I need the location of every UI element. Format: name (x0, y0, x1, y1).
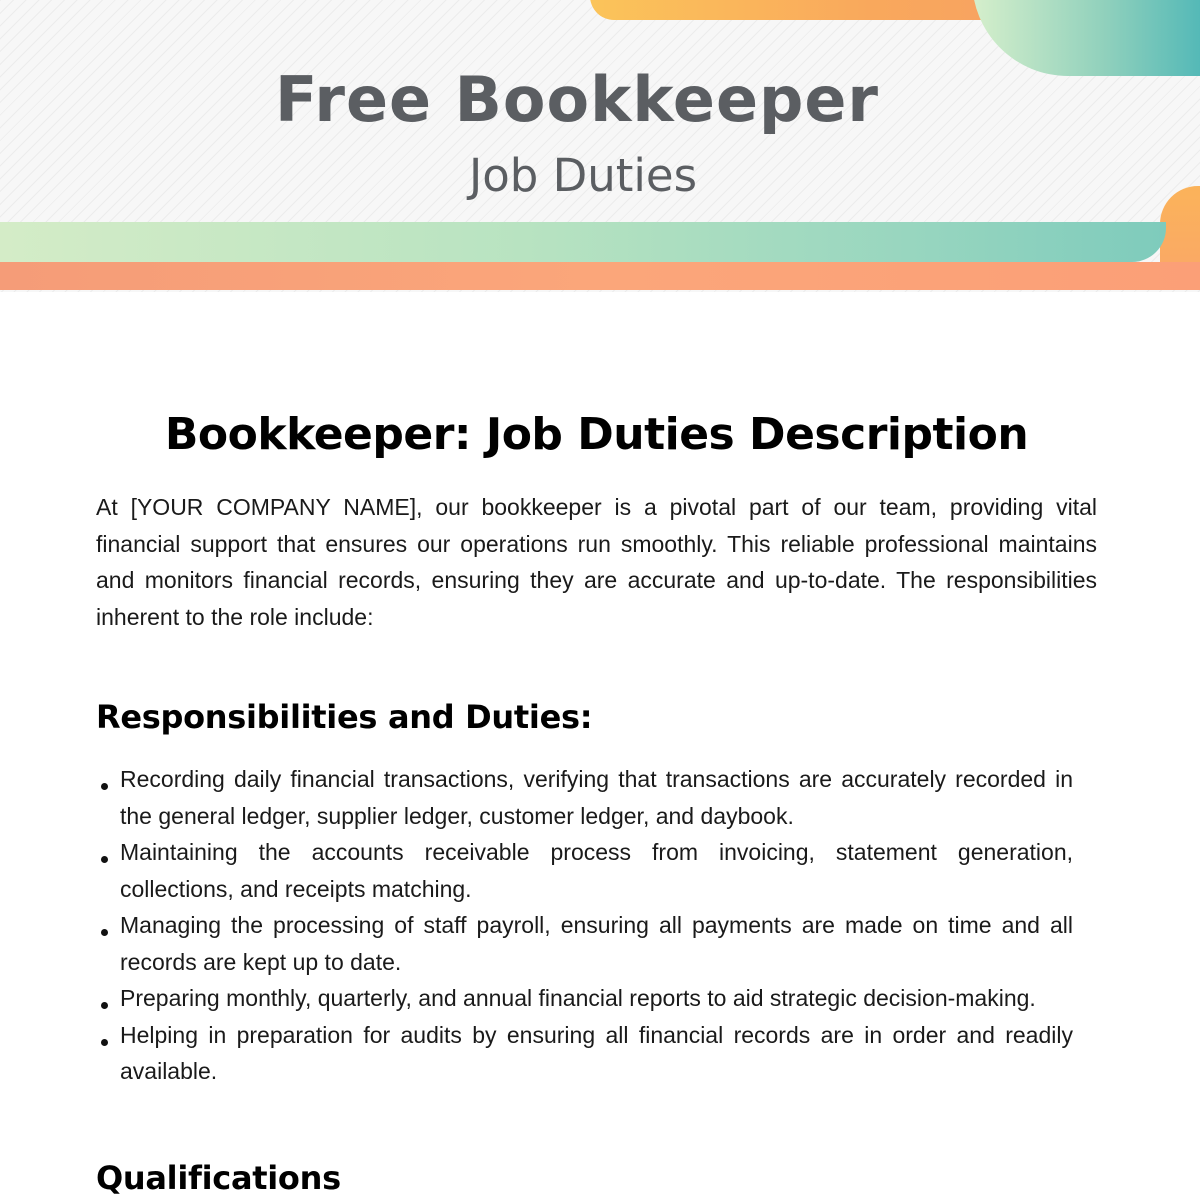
decorative-green-band (0, 222, 1166, 262)
bullet-icon (101, 783, 108, 790)
decorative-orange-band (0, 262, 1200, 290)
document-title: Bookkeeper: Job Duties Description (164, 409, 1029, 460)
bullet-icon (101, 1002, 108, 1009)
duty-text: Preparing monthly, quarterly, and annual financial reports to aid strategic decision-making. (120, 985, 1036, 1011)
document-body (96, 405, 1097, 1198)
list-item (96, 907, 1073, 980)
list-item (96, 1017, 1073, 1090)
duty-text: Maintaining the accounts receivable process from invoicing, statement generation, collections, and receipts matching. (120, 839, 1073, 902)
list-item (96, 761, 1073, 834)
bullet-icon (101, 1039, 108, 1046)
list-item (96, 834, 1073, 907)
bullet-icon (101, 929, 108, 936)
duties-list (96, 761, 1073, 1090)
header-banner (0, 0, 1200, 292)
banner-subtitle: Job Duties (468, 149, 698, 202)
intro-paragraph: At [YOUR COMPANY NAME], our bookkeeper is a pivotal part of our team, providing vital financial support that ensures our operations run smoothly. This reliable professional maintains and monitors financial records, ensuring they are accurate and up-to-date. The responsibilities inherent to the role include: (96, 494, 1097, 630)
duty-text: Helping in preparation for audits by ensuring all financial records are in order and readily available. (120, 1021, 1073, 1084)
banner-title: Free Bookkeeper (275, 63, 879, 136)
responsibilities-heading: Responsibilities and Duties: (96, 698, 593, 736)
bullet-icon (101, 856, 108, 863)
duty-text: Managing the processing of staff payroll, ensuring all payments are made on time and all records are kept up to date. (120, 912, 1073, 975)
duty-text: Recording daily financial transactions, verifying that transactions are accurately recorded in the general ledger, supplier ledger, customer ledger, and daybook. (120, 766, 1073, 829)
list-item (96, 980, 1073, 1017)
qualifications-heading: Qualifications (96, 1158, 341, 1197)
